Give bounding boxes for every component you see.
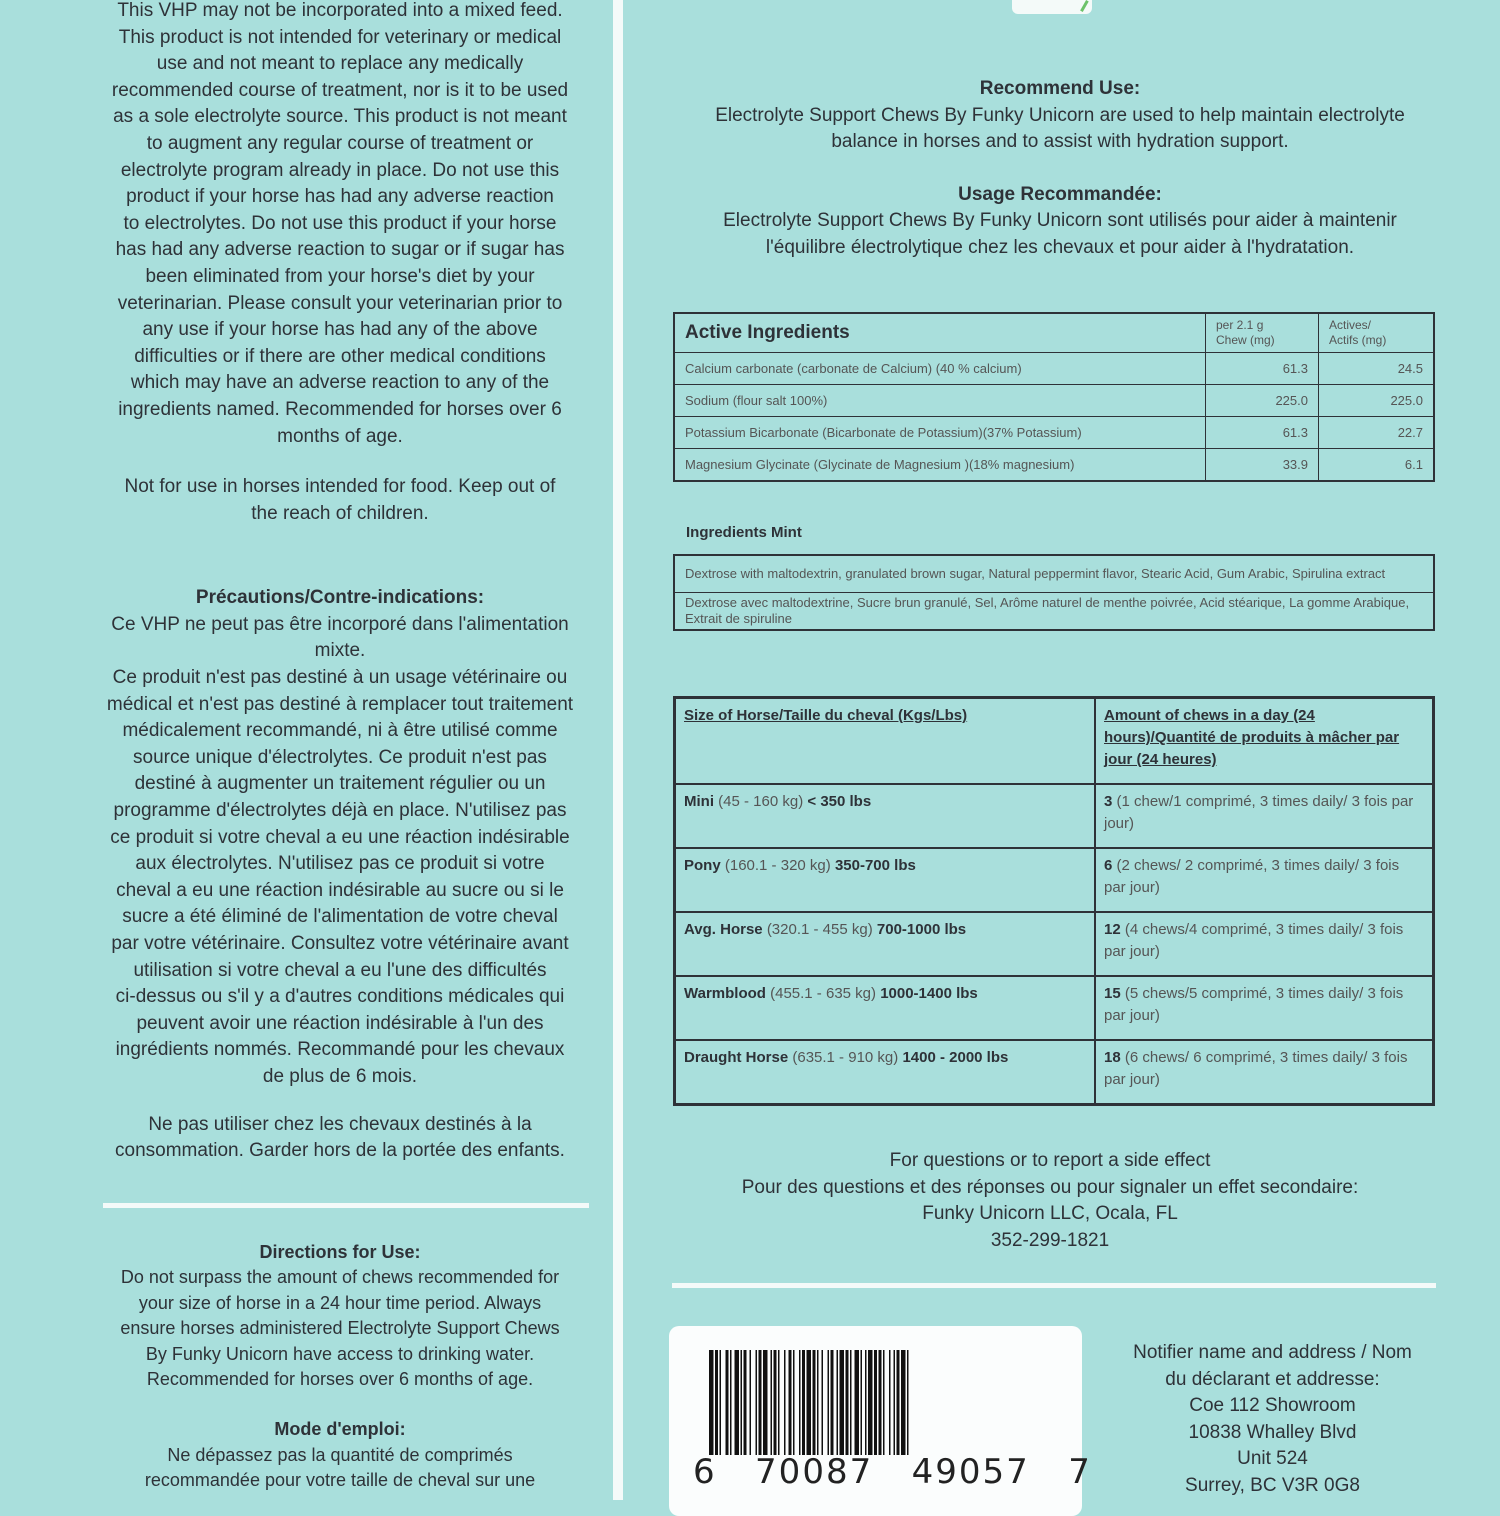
table-row <box>674 449 1434 482</box>
chew-detail: (6 chews/ 6 comprimé, 3 times daily/ 3 fois par jour) <box>1104 1049 1408 1088</box>
size-cell <box>675 912 1096 976</box>
table-row <box>674 353 1434 385</box>
ingredient-name: Magnesium Glycinate (Glycinate de Magnesium )(18% magnesium) <box>674 449 1206 482</box>
table-row <box>674 555 1434 593</box>
amount-cell <box>1095 848 1434 912</box>
kg-range: (455.1 - 635 kg) <box>770 985 877 1002</box>
text-line: any use if your horse has had any of the above <box>142 319 538 341</box>
barcode-digits: 6 70087 49057 7 <box>693 1452 1092 1492</box>
text-line: consommation. Garder hors de la portée des enfants. <box>115 1140 565 1162</box>
ingredients-title: Ingredients Mint <box>686 524 802 541</box>
text-line: Coe 112 Showroom <box>1189 1395 1356 1417</box>
horse-type: Mini <box>684 793 714 810</box>
ingredient-name: Sodium (flour salt 100%) <box>674 385 1206 417</box>
horse-type: Pony <box>684 857 721 874</box>
active-ingredients-table <box>673 312 1435 482</box>
table-header-row <box>675 698 1434 785</box>
dosage-table <box>673 696 1435 1106</box>
notifier-address <box>1110 1340 1435 1500</box>
text-line: ensure horses administered Electrolyte Support Chews <box>120 1318 560 1339</box>
text-line: recommandée pour votre taille de cheval sur une <box>144 1470 536 1491</box>
text-line: veterinarian. Please consult your veterinarian prior to <box>117 292 563 314</box>
text-line: médicalement recommandé, ni à être utilisé comme <box>122 720 558 742</box>
table-row <box>674 385 1434 417</box>
column-divider <box>613 0 623 1500</box>
text-line: Unit 524 <box>1237 1448 1308 1470</box>
company-name: Funky Unicorn LLC, Ocala, FL <box>922 1203 1178 1225</box>
ingredients-en: Dextrose with maltodextrin, granulated brown sugar, Natural peppermint flavor, Stearic Acid, Gum Arabic, Spirulina extract <box>674 555 1434 593</box>
text-line: Electrolyte Support Chews By Funky Unicorn sont utilisés pour aider à maintenir <box>723 210 1397 232</box>
table-header-row <box>674 313 1434 353</box>
kg-range: (320.1 - 455 kg) <box>766 921 873 938</box>
text-line: the reach of children. <box>251 502 429 524</box>
size-cell <box>675 784 1096 848</box>
text-line: source unique d'électrolytes. Ce produit n'est pas <box>133 746 547 768</box>
text-line: Not for use in horses intended for food. Keep out of <box>124 476 556 498</box>
chew-detail: (5 chews/5 comprimé, 3 times daily/ 3 fois par jour) <box>1104 985 1404 1024</box>
text-line: your size of horse in a 24 hour time period. Always <box>138 1292 542 1313</box>
table-row <box>675 1040 1434 1105</box>
header-amount: Amount of chews in a day (24 hours)/Quantité de produits à mâcher par jour (24 heures) <box>1095 698 1434 785</box>
text-line: Ne pas utiliser chez les chevaux destinés à la <box>148 1113 532 1135</box>
horse-type: Warmblood <box>684 985 766 1002</box>
text-line: to electrolytes. Do not use this product if your horse <box>123 212 557 234</box>
ingredients-table <box>673 554 1435 631</box>
text-line: ingrédients nommés. Recommandé pour les chevaux <box>115 1039 565 1061</box>
lbs-range: 350-700 lbs <box>834 857 916 874</box>
table-row <box>675 848 1434 912</box>
precautions-title: Précautions/Contre-indications: <box>195 587 485 609</box>
horse-type: Avg. Horse <box>684 921 763 938</box>
phone-number: 352-299-1821 <box>990 1229 1110 1251</box>
col-label: Chew (mg) <box>1216 333 1275 347</box>
text-line: ci-dessus ou s'il y a d'autres conditions médicales qui <box>115 986 565 1008</box>
chew-count: 18 <box>1104 1049 1121 1066</box>
per-chew-value: 61.3 <box>1206 417 1319 449</box>
text-line: Ce produit n'est pas destiné à un usage vétérinaire ou <box>112 667 568 689</box>
active-title: Active Ingredients <box>674 313 1206 353</box>
ingredients-fr: Dextrose avec maltodextrine, Sucre brun granulé, Sel, Arôme naturel de menthe poivrée, Acid stéarique, La gomme Arabique, Extrait de spiruline <box>674 593 1434 631</box>
per-chew-value: 61.3 <box>1206 353 1319 385</box>
lbs-range: < 350 lbs <box>807 793 872 810</box>
section-divider <box>672 1283 1436 1288</box>
text-line: utilisation si votre cheval a eu l'une des difficultés <box>133 959 547 981</box>
directions-title: Directions for Use: <box>259 1242 421 1262</box>
chew-count: 6 <box>1104 857 1113 874</box>
warning-en <box>95 0 585 450</box>
chew-count: 3 <box>1104 793 1113 810</box>
size-cell <box>675 1040 1096 1105</box>
text-line: du déclarant et addresse: <box>1165 1368 1380 1390</box>
food-warning-en <box>95 474 585 527</box>
amount-cell <box>1095 912 1434 976</box>
actives-value: 22.7 <box>1319 417 1435 449</box>
actives-value: 225.0 <box>1319 385 1435 417</box>
text-line: par votre vétérinaire. Consultez votre vétérinaire avant <box>111 933 569 954</box>
text-line: médical et n'est pas destiné à remplacer tout traitement <box>106 693 574 715</box>
actives-value: 6.1 <box>1319 449 1435 482</box>
text-line: use and not meant to replace any medically <box>156 53 524 75</box>
size-cell <box>675 976 1096 1040</box>
text-line: product if your horse has had any adverse reaction <box>126 186 554 208</box>
table-row <box>675 784 1434 848</box>
text-line: Notifier name and address / Nom <box>1133 1342 1412 1363</box>
text-line: Recommended for horses over 6 months of age. <box>146 1369 534 1390</box>
text-line: sucre a été éliminé de l'alimentation de votre cheval <box>122 906 558 928</box>
text-line: Electrolyte Support Chews By Funky Unicorn are used to help maintain electrolyte <box>715 104 1405 126</box>
text-line: l'équilibre électrolytique chez les chevaux et pour aider à l'hydratation. <box>765 236 1355 258</box>
ingredient-name: Calcium carbonate (carbonate de Calcium) (40 % calcium) <box>674 353 1206 385</box>
chew-count: 15 <box>1104 985 1121 1002</box>
table-row <box>674 417 1434 449</box>
text-line: to augment any regular course of treatment or <box>146 132 534 154</box>
text-line: Do not surpass the amount of chews recommended for <box>120 1267 560 1288</box>
amount-cell <box>1095 1040 1434 1105</box>
text-line: difficulties or if there are other medical conditions <box>134 345 546 367</box>
use-fr-title: Usage Recommandée: <box>958 183 1162 205</box>
lbs-range: 1000-1400 lbs <box>880 985 978 1002</box>
use-title: Recommend Use: <box>979 78 1141 99</box>
text-line: cheval a eu une réaction indésirable au sucre ou si le <box>116 879 564 901</box>
text-line: balance in horses and to assist with hydration support. <box>831 131 1289 153</box>
text-line: By Funky Unicorn have access to drinking water. <box>145 1343 535 1364</box>
header-size: Size of Horse/Taille du cheval (Kgs/Lbs) <box>675 698 1096 785</box>
text-line: which may have an adverse reaction to any of the <box>130 372 550 394</box>
ingredient-name: Potassium Bicarbonate (Bicarbonate de Potassium)(37% Potassium) <box>674 417 1206 449</box>
text-line: as a sole electrolyte source. This product is not meant <box>113 106 567 128</box>
text-line: This product is not intended for veterinary or medical <box>118 26 562 48</box>
table-row <box>674 593 1434 631</box>
precautions-section <box>95 585 585 1090</box>
col-actives <box>1319 313 1435 353</box>
left-column <box>95 0 585 1165</box>
barcode <box>669 1326 1092 1516</box>
text-line: de plus de 6 mois. <box>262 1065 418 1087</box>
size-cell <box>675 848 1096 912</box>
actives-value: 24.5 <box>1319 353 1435 385</box>
recommend-use <box>670 76 1450 262</box>
col-per-chew <box>1206 313 1319 353</box>
text-line: peuvent avoir une réaction indésirable à l'un des <box>136 1012 544 1034</box>
text-line: recommended course of treatment, nor is it to be used <box>111 79 569 101</box>
text-line: has had any adverse reaction to sugar or if sugar has <box>115 239 565 261</box>
text-line: This VHP may not be incorporated into a mixed feed. <box>117 0 563 21</box>
text-line: For questions or to report a side effect <box>889 1150 1211 1171</box>
amount-cell <box>1095 784 1434 848</box>
col-label: per 2.1 g <box>1216 318 1264 332</box>
kg-range: (160.1 - 320 kg) <box>724 857 831 874</box>
text-line: 10838 Whalley Blvd <box>1188 1421 1357 1443</box>
text-line: ce produit si votre cheval a eu une réaction indésirable <box>110 826 570 848</box>
col-label: Actifs (mg) <box>1329 333 1387 347</box>
table-row <box>675 976 1434 1040</box>
text-line: mixte. <box>314 640 366 662</box>
col-label: Actives/ <box>1329 318 1372 332</box>
chew-count: 12 <box>1104 921 1121 938</box>
text-line: Ce VHP ne peut pas être incorporé dans l'alimentation <box>111 613 569 635</box>
text-line: ingredients named. Recommended for horses over 6 <box>118 398 562 420</box>
table-row <box>675 912 1434 976</box>
text-line: Pour des questions et des réponses ou pour signaler un effet secondaire: <box>741 1176 1359 1198</box>
mode-title: Mode d'emploi: <box>274 1419 406 1440</box>
amount-cell <box>1095 976 1434 1040</box>
text-line: been eliminated from your horse's diet by your <box>145 265 535 287</box>
kg-range: (45 - 160 kg) <box>718 793 804 810</box>
chew-detail: (2 chews/ 2 comprimé, 3 times daily/ 3 fois par jour) <box>1104 857 1400 896</box>
text-line: destiné à augmenter un traitement régulier ou un <box>134 773 546 795</box>
text-line: Ne dépassez pas la quantité de comprimés <box>167 1444 513 1465</box>
text-line: electrolyte program already in place. Do not use this <box>120 159 560 181</box>
text-line: programme d'électrolytes déjà en place. N'utilisez pas <box>113 800 567 822</box>
section-divider <box>103 1203 589 1208</box>
contact-info <box>670 1148 1430 1254</box>
chew-detail: (1 chew/1 comprimé, 3 times daily/ 3 fois par jour) <box>1104 793 1414 832</box>
text-line: Surrey, BC V3R 0G8 <box>1185 1474 1360 1496</box>
lbs-range: 700-1000 lbs <box>876 921 967 938</box>
directions-section <box>95 1240 585 1494</box>
per-chew-value: 225.0 <box>1206 385 1319 417</box>
horse-type: Draught Horse <box>684 1049 789 1066</box>
text-line: months of age. <box>277 425 403 447</box>
text-line: aux électrolytes. N'utilisez pas ce produit si votre <box>135 853 545 875</box>
kg-range: (635.1 - 910 kg) <box>792 1049 899 1066</box>
chew-detail: (4 chews/4 comprimé, 3 times daily/ 3 fois par jour) <box>1104 921 1404 960</box>
per-chew-value: 33.9 <box>1206 449 1319 482</box>
food-warning-fr <box>95 1112 585 1165</box>
lbs-range: 1400 - 2000 lbs <box>902 1049 1009 1066</box>
